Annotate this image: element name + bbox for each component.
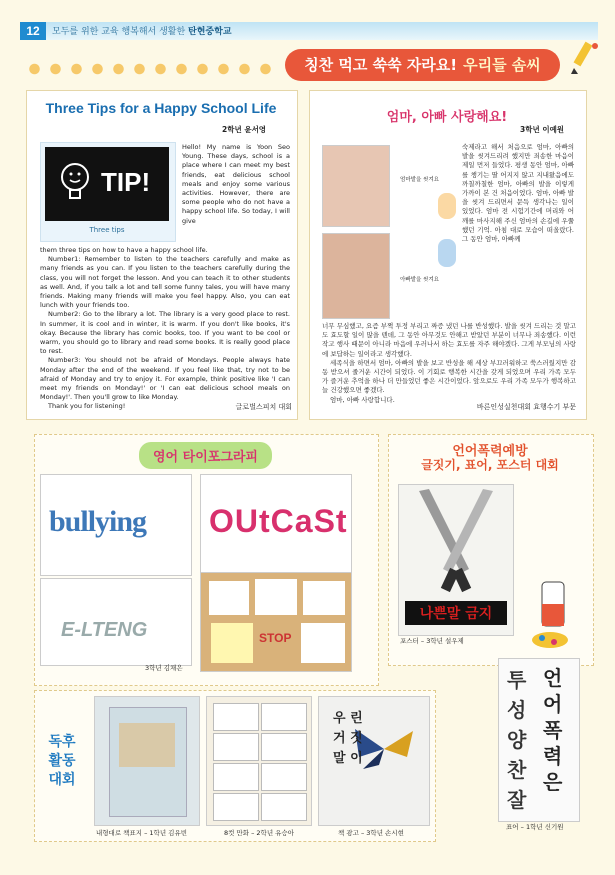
essay-p4: Number3: You should not be afraid of Mondays. People always hate Monday after the end of the weekend. If you feel like that, try not to be afraid of Monday and try to enjoy it. For example, think positive like 'I can meet my friends on Monday!' or 'I can eat delicious school meals on Monday!'. Then you'll grow to like Monday. bbox=[40, 356, 290, 402]
art-word: STOP bbox=[259, 631, 292, 645]
photo-collage bbox=[322, 145, 460, 317]
comic-cell bbox=[261, 763, 307, 791]
parents-text-right: 숙제라고 해서 처음으로 엄마, 아빠의 발을 씻겨드리려 했지만 죄송한 마음이 제일 먼저 들었다. 평생 동안 엄마, 아빠를 챙기는 딸 어지지 않고 지내왔음에도 까칠까칠한 엄마, 아빠의 발을 이렇게 가까이 본 건 처음이었다. 엄마, 아빠 발을 씻겨 드리면서 문득 생각나는 일이 있었다. 엄마 전 시험기간에 머리와 어깨를 마사지해 주신 엄마의 손길에 우쭐 했던 기억. 아침 대로 모습이 떠올랐다. 그 동안 엄마, 아빠께 bbox=[462, 143, 574, 244]
feet-photo bbox=[322, 233, 390, 319]
violence-title: 언어폭력예방 bbox=[452, 444, 528, 459]
essay-footer: 글로벌스피치 대회 bbox=[235, 403, 292, 411]
essay-body bbox=[40, 246, 290, 412]
tip-caption: Three tips bbox=[89, 226, 125, 234]
poster-caption: 포스터 – 3학년 설우제 bbox=[400, 637, 464, 645]
photo-note bbox=[394, 145, 460, 229]
slogan-col1: 투성 양 찬 잘 bbox=[507, 668, 527, 812]
comic-art bbox=[206, 696, 312, 826]
card bbox=[301, 623, 345, 663]
pencil-icon bbox=[565, 38, 603, 76]
art-caption: 3학년 김채은 bbox=[145, 664, 183, 672]
parents-closing: 엄마, 아빠 사랑합니다. bbox=[330, 395, 395, 404]
parents-footer: 바른인성실천대회 효행수기 부문 bbox=[476, 403, 576, 411]
reading-label-line: 독후 bbox=[48, 734, 76, 750]
comic-cell bbox=[261, 703, 307, 731]
art-collage bbox=[200, 572, 352, 672]
art-word: bullying bbox=[49, 505, 147, 538]
parents-p1: 너무 무심했고, 요즘 부쩍 투정 부리고 짜증 냈던 나를 반성했다. 발을 씻겨 드리는 것 말고도 효도할 일이 많을 텐데, 그 동안 아무것도 안해고 받았던 부분이 너무나 죄송했다. 이런 작고 행사 때문이 아니라 마음에 우러나서 하는 효도를 자주 해야겠다. 그게 부모님의 사랑에 보답하는 일이라고 생각했다. bbox=[322, 322, 576, 358]
banner-part2: 우리들 솜씨 bbox=[463, 56, 541, 74]
slogan-col2: 언 어 폭 력 은 bbox=[543, 666, 563, 794]
book-cover-art bbox=[94, 696, 200, 826]
parents-p2: 세족식을 하면서 엄마, 아빠의 발을 보고 반성을 해 세상 부끄러워하고 쑥스러웠지만 감동 받으셔 줄거운 시간이 되었다. 이 기회로 행복한 시간을 갖게 되었으며 우리 가족 모두가 즐거운 추억을 하나 더 만들었던 좋은 시간이었다. 앞으로도 우리 가족 모두가 행복하고 늘 건강했으면 좋겠다. bbox=[322, 358, 576, 395]
reading-caption: 8컷 만화 – 2학년 유승아 bbox=[224, 829, 295, 837]
comic-cell bbox=[261, 733, 307, 761]
art-word: E-LTENG bbox=[61, 619, 148, 641]
section-banner bbox=[285, 49, 560, 81]
photo-note-text: 엄마발을 씻겨요 bbox=[400, 177, 439, 183]
banner-part1: 칭찬 먹고 쑥쑥 자라요! bbox=[304, 56, 458, 74]
photo-note-text: 아빠발을 씻겨요 bbox=[400, 277, 439, 283]
page-number: 12 bbox=[20, 22, 46, 40]
slogan-caption: 표어 – 1학년 신기원 bbox=[506, 823, 564, 831]
poster-image bbox=[398, 484, 514, 636]
comic-cell bbox=[213, 733, 259, 761]
photo-note bbox=[394, 233, 460, 317]
tagline-text: 모두를 위한 교육 행복해서 생활한 bbox=[52, 27, 186, 37]
essay-intro: Hello! My name is Yoon Seo Young. These days, school is a place where I can meet my best friends, eat delicious school meals and enjoy some various activities. However, there are some people who do not have a happy school life. So today, I will give bbox=[182, 143, 290, 225]
art-word: OUtCaSt bbox=[209, 503, 348, 539]
art-drawing bbox=[40, 578, 192, 666]
essay-title: Three Tips for a Happy School Life bbox=[45, 100, 277, 116]
child-drawing bbox=[438, 239, 456, 267]
tip-image-word: TIP! bbox=[101, 167, 151, 197]
poster-text: 나쁜말 금지 bbox=[405, 601, 507, 625]
book-ad-art bbox=[318, 696, 430, 826]
essay-p2: Number1: Remember to listen to the teachers carefully and make as many friends as you can. If you listen to the teachers carefully during the class, you will not forget the lesson. And you can teach it to other students as well. And, if you talk a lot and tell some funny tales, you will have many friends. Making many friends will make you feel happy. Also, you can eat lunch with your friends too. bbox=[40, 255, 290, 310]
comic-cell bbox=[213, 793, 259, 821]
essay-p1: them three tips on how to have a happy school life. bbox=[40, 246, 208, 254]
art-outcast bbox=[200, 474, 352, 576]
typography-title: 영어 타이포그라피 bbox=[139, 442, 272, 469]
reading-caption: 내형대로 책표지 – 1학년 김유빈 bbox=[96, 829, 187, 837]
essay-closing: Thank you for listening! bbox=[48, 402, 126, 411]
child-drawing bbox=[438, 193, 456, 219]
parents-title: 엄마, 아빠 사랑해요! bbox=[386, 110, 508, 125]
comic-cell bbox=[261, 793, 307, 821]
typography-title-wrap bbox=[34, 442, 377, 469]
comic-cell bbox=[213, 763, 259, 791]
paintbrush-icon bbox=[528, 574, 580, 654]
parents-byline: 3학년 이예원 bbox=[520, 125, 565, 134]
reading-label bbox=[42, 733, 82, 790]
reading-label-line: 활동 bbox=[48, 753, 76, 769]
card bbox=[255, 579, 297, 615]
header-tagline bbox=[52, 24, 232, 37]
school-name: 탄현중학교 bbox=[188, 27, 232, 37]
ad-text: 우 린 거 짓 말 이 bbox=[333, 711, 363, 766]
card bbox=[303, 581, 345, 615]
essay-byline: 2학년 윤서영 bbox=[222, 125, 267, 134]
violence-subtitle: 글짓기, 표어, 포스터 대회 bbox=[421, 458, 559, 472]
parents-text-full bbox=[322, 322, 576, 405]
slogan-image bbox=[498, 658, 580, 822]
essay-p3: Number2: Go to the library a lot. The library is a very good place to rest. In summer, it is cool and in winter, it is warm. If you don't like books, it's okay. Because the library has comic books, too. If you want to be cool or warm, you should go to library and read some books. It is really good place to rest. bbox=[40, 310, 290, 356]
art-bullying bbox=[40, 474, 192, 576]
card bbox=[209, 581, 249, 615]
reading-caption: 책 광고 – 3학년 손시현 bbox=[338, 829, 404, 837]
cover-drawing bbox=[119, 723, 175, 767]
crossed-knives-icon bbox=[399, 485, 513, 595]
feet-photo bbox=[322, 145, 390, 227]
comic-cell bbox=[213, 703, 259, 731]
dot-decoration bbox=[24, 62, 274, 76]
reading-label-line: 대회 bbox=[48, 772, 76, 788]
tip-image bbox=[45, 147, 169, 221]
card bbox=[211, 623, 253, 663]
